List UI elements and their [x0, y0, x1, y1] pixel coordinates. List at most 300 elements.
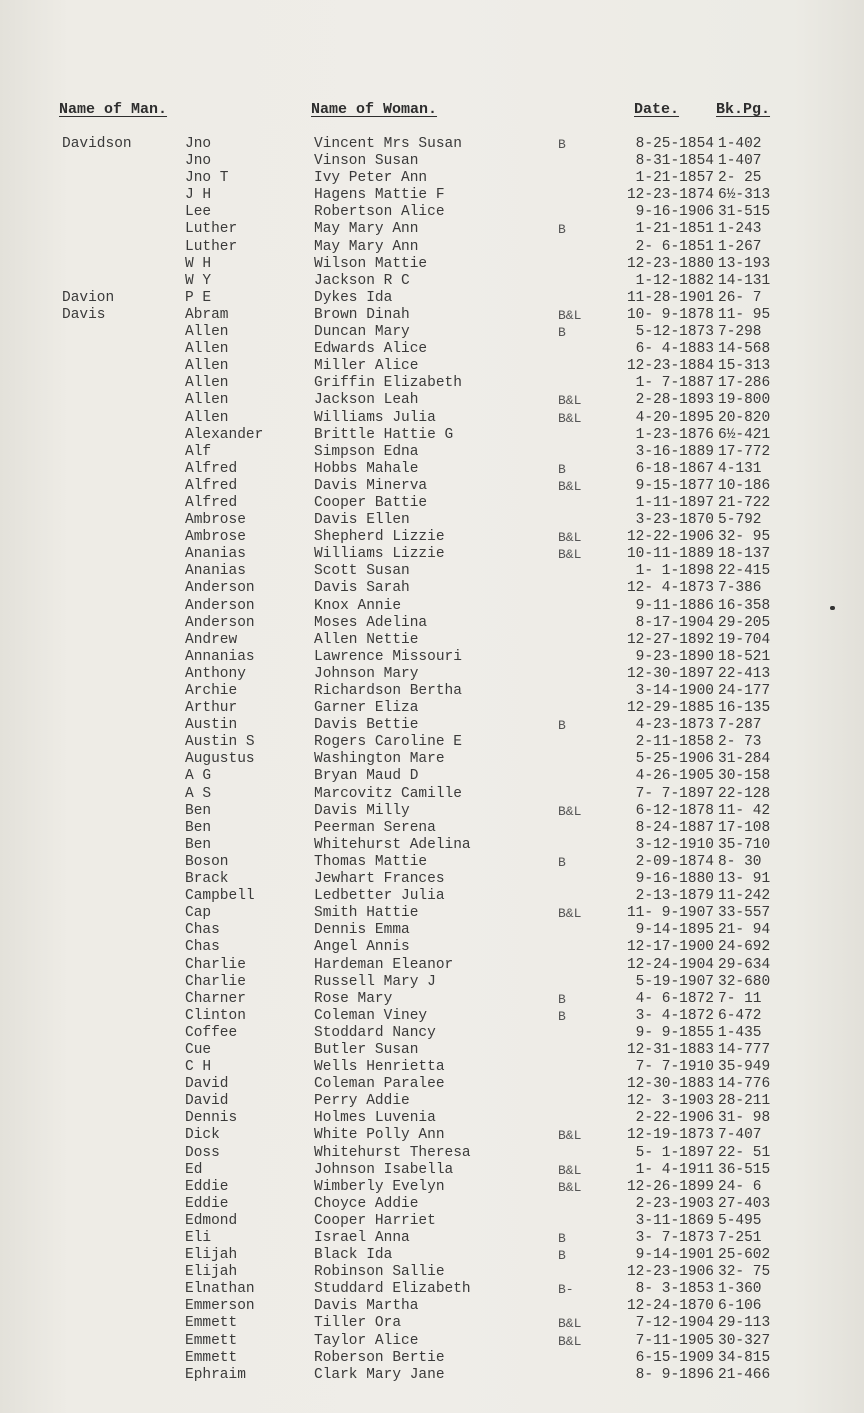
record-woman: Smith Hattie [314, 905, 419, 922]
record-bkpg: 22-415 [718, 563, 771, 580]
record-given: Allen [185, 324, 229, 341]
record-given: Charlie [185, 956, 246, 973]
record-given: Boson [185, 853, 229, 870]
record-date: 12-22-1906 [626, 529, 714, 546]
record-woman: Moses Adelina [314, 614, 428, 631]
record-given: Eli [185, 1230, 212, 1246]
record-bkpg: 18-137 [718, 546, 771, 563]
record-date: 1- 7-1887 [635, 375, 714, 392]
record-given: A G [185, 768, 212, 785]
record-date: 3-11-1869 [635, 1212, 714, 1229]
record-woman: Rose Mary [314, 990, 393, 1007]
record-woman: Wilson Mattie [314, 255, 428, 272]
record-row [0, 1196, 864, 1213]
record-bkpg: 16-135 [718, 700, 771, 717]
record-surname: Davis [62, 306, 106, 323]
header-date: Date. [634, 101, 680, 118]
record-row [0, 358, 864, 375]
record-date: 11- 9-1907 [626, 905, 714, 922]
record-woman: Williams Julia [314, 409, 436, 426]
record-bkpg: 8- 30 [718, 853, 762, 870]
record-bkpg: 7-298 [718, 324, 762, 341]
record-given: Alfred [185, 477, 238, 494]
record-given: Ed [185, 1161, 203, 1178]
record-given: Ananias [185, 546, 246, 563]
record-woman: Richardson Bertha [314, 683, 462, 699]
record-date: 11-28-1901 [626, 289, 714, 306]
record-date: 8-25-1854 [635, 136, 714, 152]
record-bkpg: 2- 25 [718, 170, 762, 187]
ink-speck [830, 606, 835, 610]
record-row [0, 922, 864, 939]
record-row [0, 957, 864, 974]
record-code: B&L [558, 1333, 582, 1349]
record-woman: Choyce Addie [314, 1195, 419, 1212]
record-woman: Hagens Mattie F [314, 187, 445, 204]
record-given: Ben [185, 802, 212, 819]
record-row [0, 444, 864, 461]
record-row [0, 290, 864, 307]
record-code: B [558, 461, 566, 477]
record-given: Ben [185, 819, 212, 836]
record-given: Lee [185, 204, 212, 221]
record-given: Anderson [185, 614, 255, 631]
record-woman: Holmes Luvenia [314, 1110, 436, 1127]
record-bkpg: 21-722 [718, 494, 771, 511]
record-woman: Coleman Viney [314, 1007, 428, 1024]
record-bkpg: 11- 95 [718, 306, 771, 323]
record-given: Allen [185, 358, 229, 375]
record-given: Jno [185, 136, 212, 152]
record-given: Chas [185, 922, 220, 939]
record-bkpg: 1-360 [718, 1281, 762, 1298]
record-list [0, 136, 864, 1384]
record-bkpg: 17-108 [718, 819, 771, 836]
record-bkpg: 32-680 [718, 973, 771, 990]
record-date: 7-11-1905 [635, 1332, 714, 1349]
record-given: Clinton [185, 1007, 246, 1024]
record-row [0, 1213, 864, 1230]
record-row [0, 751, 864, 768]
record-bkpg: 32- 95 [718, 529, 771, 546]
record-row [0, 871, 864, 888]
record-row [0, 649, 864, 666]
record-date: 12-23-1880 [626, 255, 714, 272]
record-woman: Jewhart Frances [314, 871, 445, 888]
record-given: Abram [185, 306, 229, 323]
record-given: Allen [185, 341, 229, 358]
record-woman: Washington Mare [314, 751, 445, 768]
record-bkpg: 6½-313 [718, 187, 771, 204]
record-woman: Perry Addie [314, 1093, 410, 1110]
record-woman: Davis Ellen [314, 512, 410, 529]
record-given: Campbell [185, 888, 255, 905]
record-given: Eddie [185, 1178, 229, 1195]
record-row [0, 580, 864, 597]
record-bkpg: 22-413 [718, 665, 771, 682]
record-bkpg: 29-205 [718, 614, 771, 631]
record-woman: Griffin Elizabeth [314, 375, 462, 392]
record-row [0, 1162, 864, 1179]
record-bkpg: 31-284 [718, 751, 771, 768]
record-row [0, 615, 864, 632]
record-woman: Marcovitz Camille [314, 785, 462, 802]
record-date: 12-31-1883 [626, 1041, 714, 1058]
record-bkpg: 35-710 [718, 836, 771, 853]
record-date: 6-15-1909 [635, 1349, 714, 1366]
record-date: 7- 7-1897 [635, 785, 714, 802]
record-code: B [558, 1231, 566, 1246]
record-woman: Bryan Maud D [314, 768, 419, 785]
record-woman: Duncan Mary [314, 324, 410, 341]
record-row [0, 153, 864, 170]
record-given: Allen [185, 409, 229, 426]
record-date: 9-15-1877 [635, 477, 714, 494]
record-woman: Robertson Alice [314, 204, 445, 221]
record-bkpg: 7-251 [718, 1230, 762, 1246]
record-bkpg: 1-435 [718, 1024, 762, 1041]
record-bkpg: 22-128 [718, 785, 771, 802]
record-row [0, 563, 864, 580]
record-bkpg: 29-113 [718, 1315, 771, 1332]
record-bkpg: 24-692 [718, 939, 771, 956]
record-given: Jno T [185, 170, 229, 187]
record-date: 12-30-1897 [626, 665, 714, 682]
record-given: P E [185, 289, 212, 306]
record-given: W Y [185, 272, 212, 289]
record-row [0, 632, 864, 649]
record-row [0, 1127, 864, 1144]
record-given: Austin [185, 717, 238, 734]
record-date: 9-16-1906 [635, 204, 714, 221]
record-given: David [185, 1093, 229, 1110]
record-row [0, 683, 864, 700]
record-date: 3-14-1900 [635, 683, 714, 699]
record-row [0, 803, 864, 820]
record-date: 1- 1-1898 [635, 563, 714, 580]
record-bkpg: 24- 6 [718, 1178, 762, 1195]
record-bkpg: 2- 73 [718, 734, 762, 751]
record-woman: Tiller Ora [314, 1315, 402, 1332]
record-bkpg: 1-407 [718, 153, 762, 170]
record-row [0, 1145, 864, 1162]
record-bkpg: 30-327 [718, 1332, 771, 1349]
record-date: 12-24-1904 [626, 956, 714, 973]
record-bkpg: 31-515 [718, 204, 771, 221]
record-date: 12- 3-1903 [626, 1093, 714, 1110]
record-row [0, 1179, 864, 1196]
record-date: 3-23-1870 [635, 512, 714, 529]
record-row [0, 974, 864, 991]
record-code: B&L [558, 803, 582, 819]
record-bkpg: 6-106 [718, 1298, 762, 1315]
record-date: 8-17-1904 [635, 614, 714, 631]
record-date: 2-22-1906 [635, 1110, 714, 1127]
record-row [0, 1350, 864, 1367]
record-code: B [558, 137, 566, 152]
record-woman: Vinson Susan [314, 153, 419, 170]
record-bkpg: 21-466 [718, 1366, 771, 1383]
record-row [0, 700, 864, 717]
record-woman: Scott Susan [314, 563, 410, 580]
record-given: Alexander [185, 426, 264, 443]
record-row [0, 375, 864, 392]
record-bkpg: 29-634 [718, 956, 771, 973]
record-row [0, 768, 864, 785]
record-woman: Rogers Caroline E [314, 734, 462, 751]
record-given: David [185, 1076, 229, 1093]
record-row [0, 256, 864, 273]
record-code: B [558, 1248, 566, 1264]
record-row [0, 939, 864, 956]
record-row [0, 734, 864, 751]
record-row [0, 1110, 864, 1127]
record-row [0, 1333, 864, 1350]
record-row [0, 136, 864, 153]
record-code: B [558, 222, 566, 238]
record-date: 8- 3-1853 [635, 1281, 714, 1298]
record-date: 12- 4-1873 [626, 580, 714, 597]
record-woman: Ivy Peter Ann [314, 170, 428, 187]
header-name-of-man: Name of Man. [59, 101, 168, 118]
record-date: 8-24-1887 [635, 819, 714, 836]
record-row [0, 495, 864, 512]
record-woman: Angel Annis [314, 939, 410, 956]
record-code: B [558, 718, 566, 734]
record-date: 4-26-1905 [635, 768, 714, 785]
record-bkpg: 14-777 [718, 1041, 771, 1058]
record-bkpg: 31- 98 [718, 1110, 771, 1127]
record-bkpg: 13- 91 [718, 871, 771, 888]
record-bkpg: 1-402 [718, 136, 762, 152]
record-given: Ananias [185, 563, 246, 580]
record-date: 2-28-1893 [635, 392, 714, 409]
record-given: Chas [185, 939, 220, 956]
record-bkpg: 25-602 [718, 1247, 771, 1264]
record-bkpg: 15-313 [718, 358, 771, 375]
record-row [0, 786, 864, 803]
record-given: Ben [185, 836, 212, 853]
record-given: J H [185, 187, 212, 204]
record-given: Ambrose [185, 529, 246, 546]
record-woman: Brittle Hattie G [314, 426, 454, 443]
record-row [0, 204, 864, 221]
record-woman: Ledbetter Julia [314, 888, 445, 905]
record-woman: Vincent Mrs Susan [314, 136, 462, 152]
record-bkpg: 5-495 [718, 1212, 762, 1229]
record-bkpg: 33-557 [718, 905, 771, 922]
record-row [0, 341, 864, 358]
record-woman: Wimberly Evelyn [314, 1178, 445, 1195]
record-woman: Brown Dinah [314, 306, 410, 323]
record-bkpg: 32- 75 [718, 1264, 771, 1281]
record-date: 7-12-1904 [635, 1315, 714, 1332]
record-code: B&L [558, 307, 582, 323]
record-given: Elijah [185, 1264, 238, 1281]
record-bkpg: 26- 7 [718, 289, 762, 306]
record-bkpg: 11-242 [718, 888, 771, 905]
record-given: Allen [185, 392, 229, 409]
record-date: 8- 9-1896 [635, 1366, 714, 1383]
record-bkpg: 28-211 [718, 1093, 771, 1110]
record-woman: Simpson Edna [314, 443, 419, 460]
record-date: 1-23-1876 [635, 426, 714, 443]
record-row [0, 1298, 864, 1315]
record-date: 2-23-1903 [635, 1195, 714, 1212]
record-bkpg: 34-815 [718, 1349, 771, 1366]
record-woman: Garner Eliza [314, 700, 419, 717]
record-woman: Whitehurst Theresa [314, 1144, 471, 1161]
record-row [0, 512, 864, 529]
record-row [0, 1076, 864, 1093]
record-row [0, 478, 864, 495]
record-given: Austin S [185, 734, 255, 751]
record-code: B [558, 854, 566, 870]
record-given: Cap [185, 905, 212, 922]
record-woman: Davis Milly [314, 802, 410, 819]
record-given: Allen [185, 375, 229, 392]
record-surname: Davion [62, 289, 115, 306]
record-row [0, 837, 864, 854]
record-woman: Cooper Battie [314, 494, 428, 511]
record-woman: Peerman Serena [314, 819, 436, 836]
record-code: B&L [558, 410, 582, 426]
record-row [0, 546, 864, 563]
record-date: 12-29-1885 [626, 700, 714, 717]
record-woman: Lawrence Missouri [314, 648, 462, 665]
record-date: 6-18-1867 [635, 460, 714, 477]
record-row [0, 461, 864, 478]
record-woman: Coleman Paralee [314, 1076, 445, 1093]
record-bkpg: 14-776 [718, 1076, 771, 1093]
record-bkpg: 4-131 [718, 460, 762, 477]
record-given: Doss [185, 1144, 220, 1161]
record-row [0, 1008, 864, 1025]
record-date: 3- 7-1873 [635, 1230, 714, 1246]
record-woman: Davis Bettie [314, 717, 419, 734]
record-woman: Davis Martha [314, 1298, 419, 1315]
record-row [0, 273, 864, 290]
record-woman: Israel Anna [314, 1230, 410, 1246]
record-woman: May Mary Ann [314, 238, 419, 255]
record-row [0, 905, 864, 922]
record-row [0, 392, 864, 409]
record-given: W H [185, 255, 212, 272]
record-row [0, 239, 864, 256]
record-date: 9- 9-1855 [635, 1024, 714, 1041]
record-date: 1-12-1882 [635, 272, 714, 289]
record-given: Emmett [185, 1315, 238, 1332]
record-given: Dick [185, 1127, 220, 1144]
record-date: 2-09-1874 [635, 853, 714, 870]
record-bkpg: 24-177 [718, 683, 771, 699]
record-date: 3- 4-1872 [635, 1007, 714, 1024]
record-woman: Clark Mary Jane [314, 1366, 445, 1383]
record-given: Emmett [185, 1332, 238, 1349]
record-woman: Thomas Mattie [314, 853, 428, 870]
record-given: Luther [185, 221, 238, 238]
record-given: Brack [185, 871, 229, 888]
record-row [0, 324, 864, 341]
record-woman: Cooper Harriet [314, 1212, 436, 1229]
record-woman: Robinson Sallie [314, 1264, 445, 1281]
record-date: 12-23-1906 [626, 1264, 714, 1281]
record-woman: Allen Nettie [314, 631, 419, 648]
record-date: 8-31-1854 [635, 153, 714, 170]
record-bkpg: 30-158 [718, 768, 771, 785]
record-woman: Jackson R C [314, 272, 410, 289]
record-row [0, 427, 864, 444]
record-woman: Hardeman Eleanor [314, 956, 454, 973]
record-date: 4-20-1895 [635, 409, 714, 426]
record-date: 3-16-1889 [635, 443, 714, 460]
record-bkpg: 35-949 [718, 1059, 771, 1076]
record-row [0, 717, 864, 734]
record-code: B&L [558, 1316, 582, 1332]
record-date: 4- 6-1872 [635, 990, 714, 1007]
record-row [0, 1264, 864, 1281]
record-row [0, 1093, 864, 1110]
record-woman: Roberson Bertie [314, 1349, 445, 1366]
record-row [0, 221, 864, 238]
record-bkpg: 5-792 [718, 512, 762, 529]
record-bkpg: 6½-421 [718, 426, 771, 443]
record-code: B&L [558, 393, 582, 409]
record-given: Jno [185, 153, 212, 170]
record-bkpg: 7-287 [718, 717, 762, 734]
record-date: 9-16-1880 [635, 871, 714, 888]
record-date: 1- 4-1911 [635, 1161, 714, 1178]
record-date: 2-13-1879 [635, 888, 714, 905]
record-bkpg: 7-407 [718, 1127, 762, 1144]
record-given: Ephraim [185, 1366, 246, 1383]
record-woman: Jackson Leah [314, 392, 419, 409]
record-woman: May Mary Ann [314, 221, 419, 238]
header-name-of-woman: Name of Woman. [311, 101, 438, 118]
record-row [0, 170, 864, 187]
record-woman: Davis Minerva [314, 477, 428, 494]
record-bkpg: 13-193 [718, 255, 771, 272]
record-code: B&L [558, 1179, 582, 1195]
record-given: Charlie [185, 973, 246, 990]
record-code: B&L [558, 530, 582, 546]
record-date: 12-26-1899 [626, 1178, 714, 1195]
record-code: B [558, 991, 566, 1007]
record-woman: Wells Henrietta [314, 1059, 445, 1076]
record-row [0, 888, 864, 905]
record-bkpg: 18-521 [718, 648, 771, 665]
record-date: 7- 7-1910 [635, 1059, 714, 1076]
record-given: Eddie [185, 1195, 229, 1212]
record-given: Luther [185, 238, 238, 255]
record-date: 5-12-1873 [635, 324, 714, 341]
record-row [0, 1367, 864, 1384]
record-woman: Johnson Isabella [314, 1161, 454, 1178]
record-given: Andrew [185, 631, 238, 648]
record-row [0, 1042, 864, 1059]
record-date: 12-24-1870 [626, 1298, 714, 1315]
record-row [0, 666, 864, 683]
record-row [0, 1281, 864, 1298]
record-given: Edmond [185, 1212, 238, 1229]
record-bkpg: 6-472 [718, 1007, 762, 1024]
record-given: Alfred [185, 460, 238, 477]
record-row [0, 1025, 864, 1042]
record-code: B- [558, 1282, 574, 1298]
record-date: 5-25-1906 [635, 751, 714, 768]
record-code: B [558, 325, 566, 341]
record-date: 12-30-1883 [626, 1076, 714, 1093]
